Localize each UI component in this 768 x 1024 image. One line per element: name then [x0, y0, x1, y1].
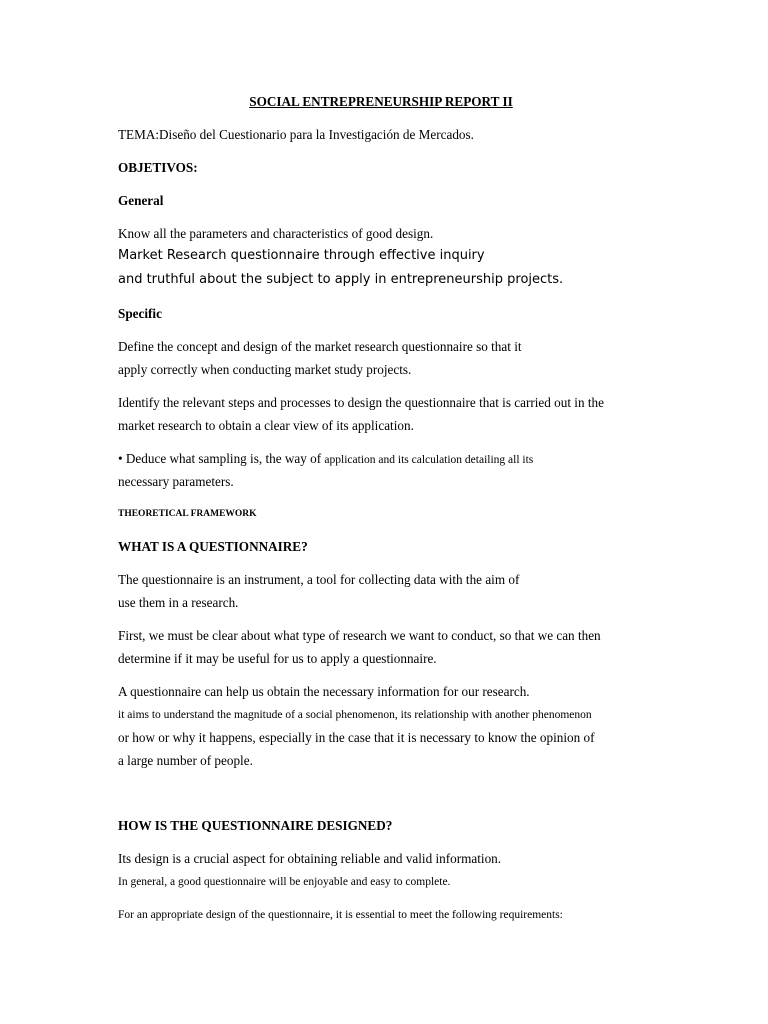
general-line-1: Know all the parameters and characteristics of good design. [118, 226, 434, 241]
specific-p2-line-1: Identify the relevant steps and processes to design the questionnaire that is carried out in the [118, 395, 604, 410]
specific-p3-line-2: necessary parameters. [118, 474, 234, 489]
design-p2-line-1: For an appropriate design of the questionnaire, it is essential to meet the following requirements: [118, 909, 563, 921]
design-p1-line-1: Its design is a crucial aspect for obtaining reliable and valid information. [118, 851, 502, 866]
general-heading: General [118, 193, 164, 208]
specific-p1-line-2: apply correctly when conducting market study projects. [118, 362, 412, 377]
design-p1-line-2: In general, a good questionnaire will be enjoyable and easy to complete. [118, 876, 451, 888]
general-line-2: Market Research questionnaire through effective inquiry [118, 248, 485, 263]
page-title: SOCIAL ENTREPRENEURSHIP REPORT II [249, 94, 513, 109]
q-p2-line-2: determine if it may be useful for us to apply a questionnaire. [118, 651, 437, 666]
q-p1-line-1: The questionnaire is an instrument, a tool for collecting data with the aim of [118, 572, 520, 587]
tema-line: TEMA:Diseño del Cuestionario para la Investigación de Mercados. [118, 127, 474, 142]
q-p3-line-3: or how or why it happens, especially in the case that it is necessary to know the opinion of [118, 730, 595, 745]
q-p3-line-1: A questionnaire can help us obtain the necessary information for our research. [118, 684, 530, 699]
specific-p1-line-1: Define the concept and design of the market research questionnaire so that it [118, 339, 522, 354]
q-p1-line-2: use them in a research. [118, 595, 239, 610]
framework-heading: THEORETICAL FRAMEWORK [118, 509, 257, 519]
q-p3-line-4: a large number of people. [118, 753, 253, 768]
specific-p2-line-2: market research to obtain a clear view of its application. [118, 418, 414, 433]
specific-heading: Specific [118, 306, 162, 321]
specific-p3-part-a: • Deduce what sampling is, the way of [118, 451, 322, 466]
specific-p3-line-1 [118, 451, 533, 468]
general-line-3: and truthful about the subject to apply in entrepreneurship projects. [118, 272, 564, 287]
q-p2-line-1: First, we must be clear about what type of research we want to conduct, so that we can then [118, 628, 601, 643]
questionnaire-heading: WHAT IS A QUESTIONNAIRE? [118, 539, 308, 554]
q-p3-line-2: it aims to understand the magnitude of a social phenomenon, its relationship with another phenomenon [118, 709, 592, 721]
design-heading: HOW IS THE QUESTIONNAIRE DESIGNED? [118, 818, 393, 833]
specific-p3-part-b: application and its calculation detailing all its [324, 454, 534, 466]
objetivos-heading: OBJETIVOS: [118, 160, 198, 175]
